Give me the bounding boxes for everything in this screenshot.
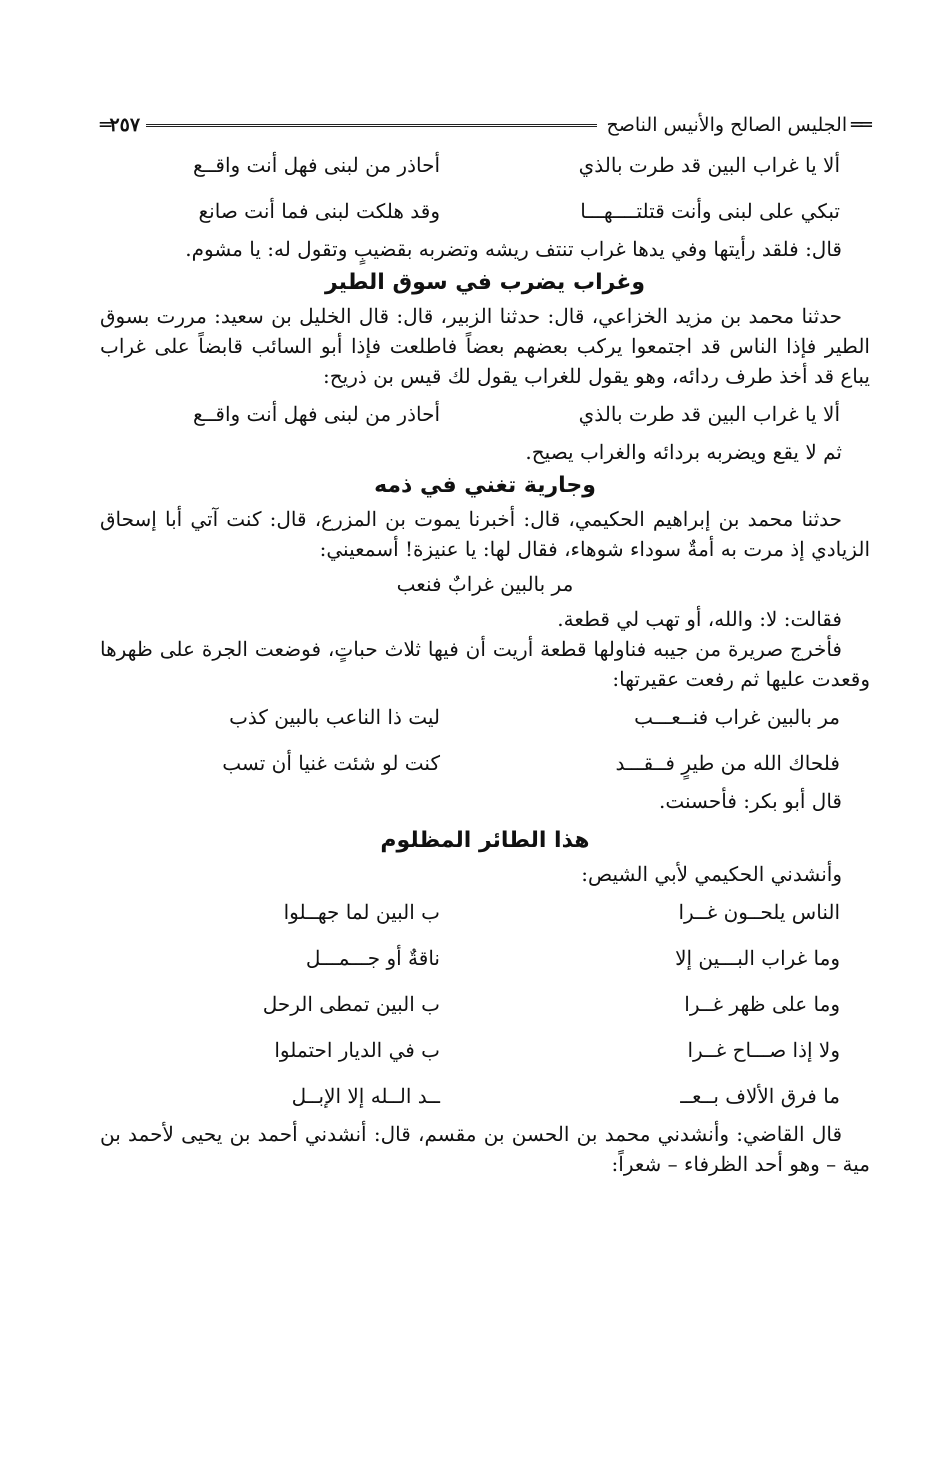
verse-line (100, 188, 870, 234)
verse-second-hemistich: أحاذر من لبنى فهل أنت واقــع (193, 402, 440, 426)
narration-line: ثم لا يقع ويضربه بردائه والغراب يصيح. (525, 440, 842, 464)
section-heading: وغراب يضرب في سوق الطير (324, 270, 646, 295)
verse-first-hemistich: ألا يا غراب البين قد طرت بالذي (578, 153, 840, 177)
verse-second-hemistich: ليت ذا الناعب بالبين كذب (229, 705, 440, 729)
verse-line (100, 391, 870, 437)
verse-line (100, 1027, 870, 1073)
verse-line (100, 740, 870, 786)
verse-second-hemistich: ب في الديار احتملوا (274, 1038, 440, 1062)
verse-first-hemistich: ألا يا غراب البين قد طرت بالذي (578, 402, 840, 426)
verse-first-hemistich: تبكي على لبنى وأنت قتلتــــهـــا (580, 199, 840, 223)
centered-verse: مر بالبين غرابٌ فنعب (396, 572, 574, 596)
verse-line (100, 889, 870, 935)
verse-first-hemistich: وما غراب البـــين إلا (675, 946, 840, 970)
page-number: ٢٥٧ (109, 114, 141, 136)
narration-paragraph: حدثنا محمد بن مزيد الخزاعي، قال: حدثنا الزبير، قال: قال الخليل بن سعيد: مررت بسوق الطير فإذا الناس قد اجتمعوا يركب بعضهم بعضاً فاطلعت فإذا أبو السائب قابضاً على غراب يباع قد أخذ طرف ردائه، وهو يقول للغراب يقول لك قيس بن ذريح: (100, 304, 870, 388)
header-rule (146, 124, 596, 127)
narration-paragraph: فأخرج صريرة من جيبه فناولها قطعة أريت أن فيها ثلاث حباتٍ، فوضعت الجرة على ظهرها وقعدت عليها ثم رفعت عقيرتها: (100, 637, 870, 691)
verse-first-hemistich: فلحاك الله من طيرٍ فــقـــد (615, 751, 840, 775)
verse-second-hemistich: ب البين تمطى الرحل (262, 992, 440, 1016)
verse-second-hemistich: ــد الــله إلا الإبــل (291, 1084, 440, 1108)
narration-paragraph: حدثنا محمد بن إبراهيم الحكيمي، قال: أخبرنا يموت بن المزرع، قال: كنت آتي أبا إسحاق الزيادي إذ مرت به أمةٌ سوداء شوهاء، فقال لها: يا عنيزة! أسمعيني: (100, 507, 870, 561)
section-heading: هذا الطائر المظلوم (380, 828, 590, 853)
book-title: الجليس الصالح والأنيس الناصح (606, 114, 848, 136)
narration-line: وأنشدني الحكيمي لأبي الشيص: (581, 862, 842, 886)
verse-first-hemistich: وما على ظهر غــرا (684, 992, 840, 1016)
running-header (100, 108, 870, 142)
verse-line (100, 694, 870, 740)
verse-line (100, 142, 870, 188)
verse-second-hemistich: ب البين لما جهــلوا (283, 900, 440, 924)
verse-second-hemistich: ناقةٌ أو جـــمـــل (305, 946, 440, 970)
verse-line (100, 935, 870, 981)
verse-line (100, 1073, 870, 1119)
verse-second-hemistich: وقد هلكت لبنى فما أنت صانع (198, 199, 440, 223)
verse-first-hemistich: ما فرق الألاف بــعــ (680, 1084, 840, 1108)
narration-paragraph: قال القاضي: وأنشدني محمد بن الحسن بن مقسم، قال: أنشدني أحمد بن يحيى لأحمد بن مية – وهو أحد الظرفاء – شعراً: (100, 1122, 870, 1176)
narration-line: قال: فلقد رأيتها وفي يدها غراب تنتف ريشه وتضربه بقضيبٍ وتقول له: يا مشوم. (185, 237, 842, 261)
section-heading: وجارية تغني في ذمه (374, 473, 596, 498)
header-right-mark: ══ (851, 114, 870, 136)
verse-first-hemistich: مر بالبين غراب فنــعـــب (634, 705, 840, 729)
verse-line (100, 981, 870, 1027)
verse-first-hemistich: ولا إذا صـــاح غــرا (687, 1038, 840, 1062)
header-left-mark: ═ (100, 114, 110, 136)
book-page (100, 108, 870, 1179)
verse-first-hemistich: الناس يلحــون غــرا (678, 900, 840, 924)
verse-second-hemistich: أحاذر من لبنى فهل أنت واقــع (193, 153, 440, 177)
narration-line: فقالت: لا: والله، أو تهب لي قطعة. (557, 607, 842, 631)
verse-second-hemistich: كنت لو شئت غنيا أن تسب (222, 751, 440, 775)
narration-line: قال أبو بكر: فأحسنت. (659, 789, 842, 813)
